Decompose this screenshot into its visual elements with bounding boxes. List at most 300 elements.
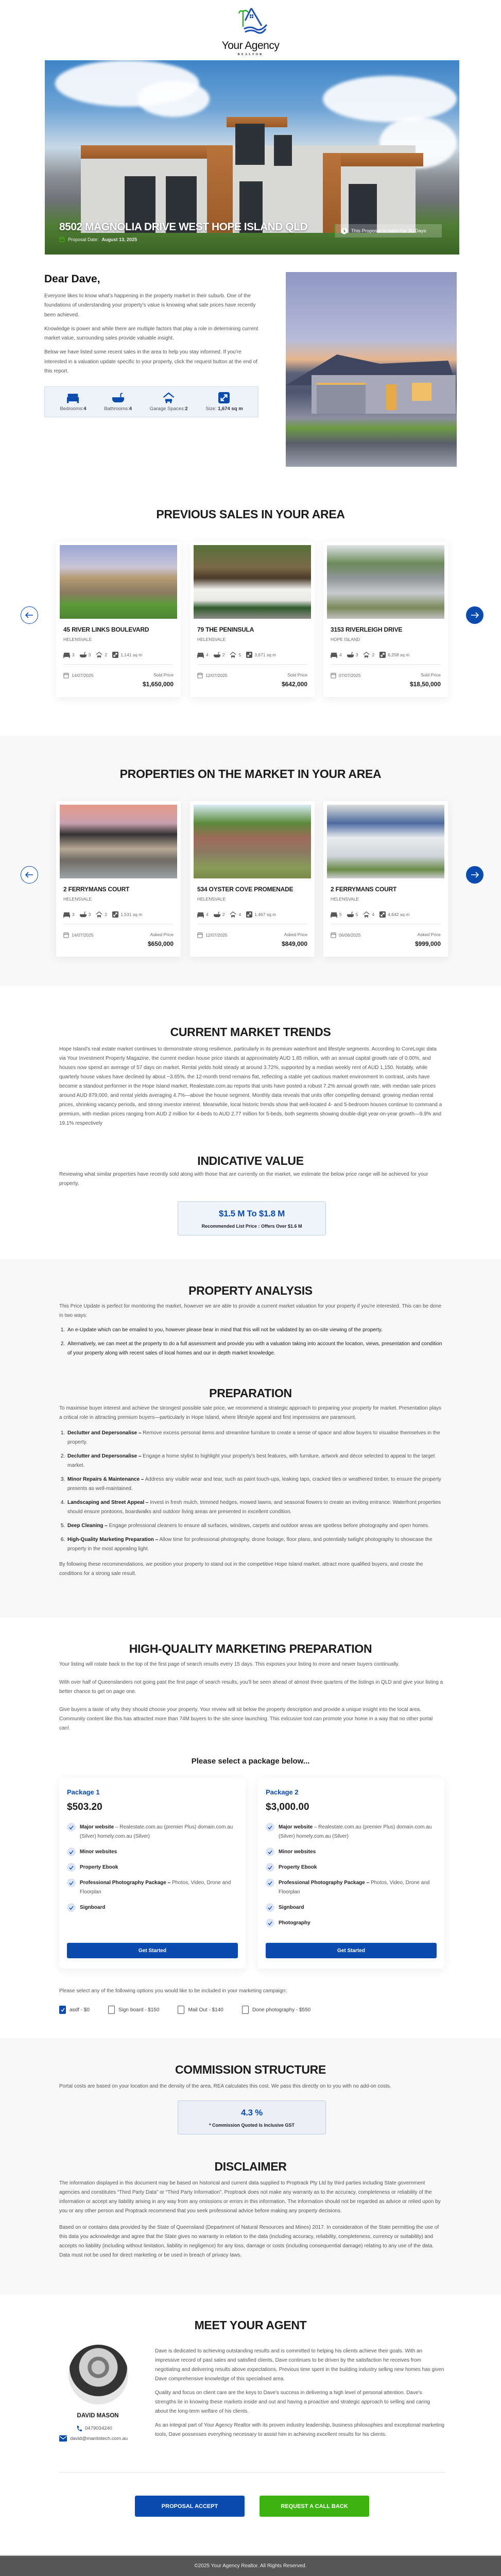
package-feature	[266, 1878, 436, 1897]
property-card[interactable]	[190, 541, 315, 697]
card-price: $642,000	[281, 681, 307, 688]
check-icon	[268, 1881, 272, 1885]
card-cars	[363, 911, 374, 918]
price-label: Asked Price	[284, 932, 307, 937]
check-icon	[69, 1850, 74, 1854]
hero-house-photo	[81, 145, 416, 233]
agent-title: MEET YOUR AGENT	[194, 2318, 307, 2332]
preparation-item	[66, 1521, 444, 1531]
card-suburb: HELENSVALE	[197, 637, 226, 642]
preparation-item-body: Invest in fresh mulch, trimmed hedges, mowed lawns, and seasonal flowers to create an inviting entrance. Waterfront properties should ensure pontoons, boardwalks and outdoor living areas are presented in excellent condition.	[67, 1500, 441, 1515]
greeting: Dear Dave,	[44, 273, 100, 285]
date-value: 07/07/2025	[339, 673, 361, 678]
card-divider	[197, 664, 307, 665]
size-value: 1,141 sq m	[120, 652, 143, 657]
hero-banner	[45, 60, 459, 255]
card-features	[63, 652, 142, 658]
preparation-item-head: High-Quality Marketing Preparation –	[67, 1537, 159, 1543]
card-baths	[80, 652, 91, 658]
card-date	[63, 932, 94, 938]
disclaimer-paragraph: The information displayed in this document may be based on historical and current data supplied to Proptrack Pty Ltd by third parties including State government agencies and constitutes “Third Party Data” or “Third Party Information”. Proptrack does not make any warranty as to the accuracy, completeness or reliability of the information or accept any liability arising in any way from any omissions or errors in this information. The information should not be regarded as advice or relied upon by you or any other person and Proptrack recommend that you seek professional advice before making any property decisions.	[59, 2180, 441, 2214]
clock-icon	[341, 228, 348, 234]
calendar-icon	[59, 236, 65, 242]
garage-icon	[96, 652, 102, 658]
date-value: 14/07/2025	[72, 933, 94, 938]
agency-logo	[0, 5, 501, 56]
option-label: Mail Out - $140	[188, 2007, 223, 2013]
marketing-options	[59, 2006, 310, 2014]
preparation-item-body: Address any visible wear and tear, such as paint touch-ups, leaking taps, cracked tiles or weathered timber, to ensure the property presents as well-maintained.	[67, 1477, 441, 1492]
card-date	[63, 672, 94, 679]
validity-text: This Proposal Is Valid For 30 Days	[351, 228, 426, 234]
size-icon	[112, 652, 118, 658]
stat-value: 2	[185, 406, 188, 412]
beds-value: 4	[206, 652, 209, 657]
card-cars	[96, 911, 107, 918]
card-address: 45 RIVER LINKS BOULEVARD	[63, 626, 149, 633]
package-name: Package 1	[67, 1788, 100, 1796]
agent-email-address: david@mantistech.com.au	[70, 2435, 128, 2442]
card-size	[379, 911, 409, 918]
size-value: 3,671 sq m	[254, 652, 277, 657]
preparation-item	[66, 1429, 444, 1447]
baths-value: 2	[222, 652, 225, 657]
card-suburb: HELENSVALE	[331, 896, 359, 902]
checkbox[interactable]	[178, 2006, 184, 2014]
package-price: $503.20	[67, 1802, 102, 1812]
package-card	[59, 1778, 246, 1969]
card-size	[246, 652, 276, 658]
property-photo	[327, 805, 444, 878]
stat-label: Bathrooms:	[104, 406, 129, 412]
logo-name: Your Agency	[221, 40, 280, 52]
stat-value: 1,674 sq m	[218, 406, 243, 412]
feature-head: Major website	[279, 1824, 313, 1830]
marketing-paragraph: Give buyers a taste of why they should choose your property. Your review will sit below the property description and provide a unique insight into the local area. Community content like this has attracted more than 74M buyers to the site since launching. This exlcusive tool can promote your home in a way that no other portal can!.	[59, 1707, 433, 1731]
card-suburb: HELENSVALE	[63, 637, 92, 642]
package-feature	[266, 1903, 436, 1912]
preparation-item-head: Minor Repairs & Maintenance –	[67, 1477, 144, 1482]
property-photo	[194, 805, 311, 878]
package-features	[266, 1823, 436, 1934]
preparation-item-head: Landscaping and Street Appeal –	[67, 1500, 149, 1505]
bath-icon	[214, 911, 220, 918]
recommended-price: Recommended List Price : Offers Over $1.6 M	[201, 1224, 302, 1229]
garage-icon	[230, 911, 236, 918]
proposal-accept-button[interactable]: PROPOSAL ACCEPT	[135, 2496, 245, 2517]
market-trends-text: Hope Island's real estate market continues to demonstrate strong resilience, particularly in its premium waterfront and lifestyle segments. According to CoreLogic data via Your Investment Property Magazine, the current median house price stands at approximately AUD 1.85 million, with an annual capital growth rate of 0.00%, and houses now spend an average of 57 days on market. Rental yields hold steady at around 3.72%, supported by a median weekly rent of AUD 1,150. Notably, while quarterly house values have declined by about −3.65%, the 12-month trend remains flat, reflecting a stable yet cautious market environment In contrast, units have become a standout performer in the Hope Island market. Realestate.com.au reports that units have posted a robust 7.2% annual growth rate, with median sale prices around AUD 879,000, and rental yields averaging 4.7%—above the house segment. Monthly data reveals that units offer compelling demand: growing median rental prices, shrinking vacancy periods, and strong investor interest. Meanwhile, local historic trends show that well-located 4- and 5-bedroom houses continue to command a premium, with median prices ranging from AUD 2 million for 4-beds to AUD 2.77 million for 5-beds, both segments showing double-digit year-on-year growth—9.9% and 19.1% respectively	[59, 1046, 442, 1126]
intro-text	[44, 292, 262, 381]
feature-head: Signboard	[279, 1905, 304, 1910]
package-feature	[266, 1848, 436, 1857]
check-icon	[69, 1906, 74, 1910]
check-icon	[268, 1866, 272, 1870]
checkbox[interactable]	[59, 2006, 66, 2014]
card-divider	[331, 664, 441, 665]
on-market-prev-button[interactable]	[21, 866, 38, 884]
market-trends-title: CURRENT MARKET TRENDS	[170, 1025, 331, 1039]
feature-head: Property Ebook	[80, 1865, 118, 1870]
calendar-icon	[63, 672, 69, 679]
cars-value: 4	[372, 912, 375, 917]
commission-rate: 4.3 %	[241, 2108, 263, 2117]
property-photo	[327, 545, 444, 619]
property-card[interactable]	[190, 801, 315, 957]
check-icon	[268, 1825, 272, 1829]
card-features	[197, 911, 276, 918]
property-photo	[60, 805, 177, 878]
card-beds	[197, 912, 209, 918]
size-icon	[112, 911, 118, 918]
feature-body: Photos, Video, Drone and Floorplan	[80, 1880, 231, 1895]
card-divider	[63, 664, 174, 665]
proposal-date-value: August 13, 2025	[101, 236, 137, 242]
bath-icon	[112, 392, 124, 403]
bed-icon	[197, 912, 204, 918]
feature-body: – Realestate.com.au (premier Plus) domain.com.au (Silver) homely.com.au (Silver)	[80, 1824, 233, 1839]
commission-text: Portal costs are based on your location and the density of the area, REA calculates this cost. We pass this directly on to you with no add-on costs.	[59, 2083, 391, 2089]
card-cars	[96, 652, 107, 658]
garage-icon	[230, 652, 236, 658]
feature-body: Photos, Video, Drone and Floorplan	[279, 1880, 430, 1895]
card-date	[331, 672, 361, 679]
commission-note: * Commission Quoted Is Inclusive GST	[209, 2123, 295, 2128]
stat-value: 4	[129, 406, 132, 412]
stat-label: Bedrooms:	[60, 405, 84, 412]
card-beds	[63, 912, 75, 918]
intro-paragraph: Everyone likes to know what's happening in the property market in their suburb. One of the foundations of understanding your property's value is knowing what sale prices have recently been achieved.	[44, 293, 256, 318]
property-card[interactable]	[323, 541, 448, 697]
bath-icon	[347, 911, 354, 918]
preparation-item-body: Allow time for professional photography, drone footage, floor plans, and potentially twilight photography to showcase the property in the most appealing light.	[67, 1537, 433, 1552]
stat-label: Garage Spaces:	[149, 406, 185, 412]
previous-sales-next-button[interactable]	[466, 606, 483, 624]
card-features	[331, 652, 409, 658]
stat-size	[205, 392, 243, 412]
package-feature	[266, 1863, 436, 1872]
preparation-item	[66, 1498, 444, 1517]
bed-icon	[331, 652, 337, 658]
property-stats	[44, 386, 258, 417]
preparation-item-body: Engage professional cleaners to ensure all surfaces, windows, carpets and outdoor areas are spotless before photography and open homes.	[107, 1523, 429, 1529]
price-range: $1.5 M To $1.8 M	[218, 1209, 285, 1218]
card-price: $1,650,000	[142, 681, 174, 688]
calendar-icon	[63, 932, 69, 938]
property-card[interactable]	[56, 801, 181, 957]
card-features	[197, 652, 276, 658]
card-address: 79 THE PENINSULA	[197, 626, 254, 633]
property-card[interactable]	[56, 541, 181, 697]
preparation-item-head: Declutter and Depersonalise –	[67, 1453, 142, 1459]
logo-house-icon	[233, 5, 269, 36]
garage-icon	[163, 392, 175, 403]
calendar-icon	[331, 932, 336, 938]
preparation-item	[66, 1475, 444, 1494]
stat-value: 4	[83, 405, 87, 412]
size-icon	[218, 392, 230, 403]
check-icon	[61, 2008, 65, 2012]
proposal-date-label: Proposal Date:	[68, 236, 99, 242]
option-label: Done photography - $550	[252, 2007, 311, 2013]
check-icon	[69, 1866, 74, 1870]
card-baths	[214, 911, 225, 918]
feature-head: Major website	[80, 1824, 114, 1830]
agent-bio: Quality and focus on client care are the keys to Dave's success in delivering a high level of personal attention. Dave's strengths lie in knowing these markets inside and out and having a proactive and strategic approach to selling and caring about the long-term welfare of his clients.	[155, 2390, 430, 2414]
cars-value: 2	[105, 912, 108, 917]
feature-body: – Realestate.com.au (premier Plus) domain.com.au (Silver) homely.com.au (Silver)	[279, 1824, 432, 1839]
package-features	[67, 1823, 237, 1919]
check-icon	[69, 1881, 74, 1885]
beds-value: 3	[72, 652, 75, 657]
beds-value: 4	[339, 652, 342, 657]
option-checkbox[interactable]	[242, 2006, 310, 2014]
beds-value: 5	[339, 912, 342, 917]
preparation-item-body: Engage a home stylist to highlight your property's best features, with furniture, artwork and décor selected to appeal to the target market.	[67, 1453, 435, 1468]
cars-value: 4	[238, 912, 241, 917]
indicative-value-text: Reviewing what similar properties have recently sold along with those that are currently on the market, we estimate the below price range will be achieved for your property.	[59, 1172, 428, 1187]
preparation-intro: To maximise buyer interest and achieve the strongest possible sale price, we recommend a strategic approach to preparing your property for market. Presentation plays a critical role in attracting premium buyers—particularly in Hope Island, where lifestyle appeal and first impressions are paramount.	[59, 1405, 442, 1420]
get-started-button[interactable]: Get Started	[266, 1943, 437, 1958]
package-feature	[266, 1919, 436, 1928]
checkbox[interactable]	[108, 2006, 115, 2014]
card-suburb: HELENSVALE	[63, 896, 92, 902]
check-icon	[69, 1825, 74, 1829]
card-baths	[347, 911, 358, 918]
options-prompt: Please select any of the following options you would like to be included in your marketing campaign:	[59, 1988, 287, 1994]
date-value: 12/07/2025	[205, 933, 228, 938]
package-feature	[67, 1848, 237, 1857]
indicative-value-title: INDICATIVE VALUE	[197, 1154, 304, 1167]
baths-value: 2	[222, 912, 225, 917]
marketing-title: HIGH-QUALITY MARKETING PREPARATION	[129, 1642, 372, 1655]
baths-value: 3	[355, 652, 358, 657]
check-icon	[268, 1921, 272, 1925]
property-photo	[286, 272, 457, 467]
card-date	[331, 932, 361, 938]
phone-icon	[76, 2425, 82, 2432]
bed-icon	[197, 652, 204, 658]
bath-icon	[347, 652, 354, 658]
calendar-icon	[197, 672, 203, 679]
previous-sales-prev-button[interactable]	[21, 606, 38, 624]
bed-icon	[67, 393, 79, 403]
option-label: asdf - $0	[70, 2007, 90, 2013]
mail-icon	[59, 2435, 67, 2442]
bed-icon	[63, 652, 70, 658]
feature-head: Professional Photography Package –	[279, 1880, 370, 1886]
bed-icon	[63, 912, 70, 918]
agent-name: DAVID MASON	[77, 2413, 119, 2419]
property-photo	[194, 545, 311, 619]
package-name: Package 2	[266, 1788, 299, 1796]
agent-phone-number: 0479034240	[85, 2426, 112, 2431]
stat-bed	[60, 393, 86, 412]
cars-value: 2	[105, 652, 108, 657]
divider	[59, 2472, 445, 2473]
intro-paragraph: Knowledge is power and while there are multiple factors that play a role in determining current market value, surrounding sales provide valuable insight.	[44, 326, 258, 342]
get-started-button[interactable]: Get Started	[67, 1943, 238, 1958]
option-checkbox[interactable]	[59, 2006, 90, 2014]
arrow-right-icon	[471, 872, 479, 878]
preparation-outro: By following these recommendations, we position your property to stand out in the competitive Hope Island market, attract more qualified buyers, and create the conditions for a strong sale result.	[59, 1562, 423, 1577]
size-value: 4,642 sq m	[388, 912, 410, 917]
property-address: 8502 MAGNOLIA DRIVE WEST HOPE ISLAND QLD	[59, 221, 308, 233]
footer	[0, 2555, 501, 2576]
logo-subtitle: REALTOR	[237, 53, 264, 56]
card-size	[112, 911, 142, 918]
card-beds	[63, 652, 75, 658]
feature-head: Minor websites	[279, 1849, 316, 1855]
previous-sales-title: PREVIOUS SALES IN YOUR AREA	[156, 507, 345, 521]
price-label: Sold Price	[287, 672, 307, 677]
package-feature	[67, 1878, 237, 1897]
beds-value: 3	[72, 912, 75, 917]
size-value: 1,467 sq m	[254, 912, 277, 917]
option-checkbox[interactable]	[108, 2006, 160, 2014]
request-callback-button[interactable]: REQUEST A CALL BACK	[260, 2496, 369, 2517]
on-market-next-button[interactable]	[466, 866, 483, 884]
intro-paragraph: Below we have listed some recent sales in the area to help you stay informed. If you're interested in a valuation update specific to your property, click the request button at the end of this report.	[44, 349, 257, 375]
option-label: Sign board - $150	[118, 2007, 160, 2013]
agent-avatar	[68, 2345, 128, 2404]
card-beds	[197, 652, 209, 658]
stat-garage	[150, 392, 188, 412]
price-label: Sold Price	[153, 672, 174, 677]
feature-head: Photography	[279, 1920, 310, 1926]
calendar-icon	[197, 932, 203, 938]
arrow-left-icon	[25, 872, 33, 878]
footer-copyright: ©2025 Your Agency Realtor. All Rights Reserved.	[194, 2563, 307, 2569]
bath-icon	[80, 652, 87, 658]
package-card	[258, 1778, 444, 1969]
card-price: $849,000	[281, 940, 307, 947]
disclaimer-title: DISCLAIMER	[214, 2160, 287, 2173]
check-icon	[268, 1850, 272, 1854]
property-analysis-title: PROPERTY ANALYSIS	[188, 1284, 313, 1297]
stat-bath	[104, 392, 132, 412]
agent-bio: Dave is dedicated to achieving outstanding results and is committed to helping his clients achieve their goals. With an impressive record of past sales and satisfied clients, Dave continues to be driven by the satisfaction he receives from negotiating and delivering results above expectations. Previous time spent in the building industry selling new homes has given Dave comprehensive knowledge of this specialised area.	[155, 2348, 444, 2382]
card-price: $650,000	[147, 940, 174, 947]
card-suburb: HELENSVALE	[197, 896, 226, 902]
date-value: 14/07/2025	[72, 673, 94, 678]
card-beds	[331, 912, 342, 918]
garage-icon	[96, 911, 102, 918]
garage-icon	[363, 652, 370, 658]
card-date	[197, 932, 228, 938]
size-icon	[379, 911, 386, 918]
card-suburb: HOPE ISLAND	[331, 637, 360, 642]
bath-icon	[80, 911, 87, 918]
validity-badge	[335, 224, 442, 238]
commission-box	[178, 2100, 326, 2134]
preparation-title: PREPARATION	[209, 1386, 292, 1400]
garage-icon	[363, 911, 370, 918]
package-price: $3,000.00	[266, 1802, 309, 1812]
property-analysis-text: This Price Update is perfect for monitoring the market, however we are able to provide a current market valuation for your property if you're interested. This can be done in two ways:	[59, 1303, 442, 1318]
arrow-right-icon	[471, 612, 479, 618]
cars-value: 5	[238, 652, 241, 657]
marketing-paragraph: With over half of Queenslanders not going past the first page of search results, you'll be seen ahead of almost three quarters of the listings in QLD and give your listing a better chance to get on page one.	[59, 1680, 443, 1694]
size-value: 1,531 sq m	[120, 912, 143, 917]
price-label: Asked Price	[417, 932, 441, 937]
preparation-item-body: Remove excess personal items and streamline furniture to create a sense of space and allow buyers to visualise themselves in the property.	[67, 1430, 440, 1445]
preparation-item-head: Deep Cleaning –	[67, 1523, 108, 1529]
analysis-item: 2. Alternatively, we can meet at the property to do a full assessment and provide you with a valuation taking into account the location, views, presentation and condition of your property along with recent sales of local homes and our in depth market knowledge.	[66, 1340, 444, 1358]
card-size	[379, 652, 409, 658]
option-checkbox[interactable]	[178, 2006, 223, 2014]
card-address: 2 FERRYMANS COURT	[63, 886, 130, 893]
card-price: $999,000	[414, 940, 441, 947]
baths-value: 3	[88, 912, 91, 917]
package-feature	[67, 1903, 237, 1912]
agent-bio: As an integral part of Your Agency Realtor with its proven industry leadership, business philosophies and exceptional marketing tools, Dave possesses everything necessary to assist him in achieving excellent results for his clients.	[155, 2422, 444, 2437]
checkbox[interactable]	[242, 2006, 249, 2014]
package-feature	[67, 1823, 237, 1841]
beds-value: 4	[206, 912, 209, 917]
price-label: Asked Price	[150, 932, 174, 937]
preparation-item-head: Declutter and Depersonalise –	[67, 1430, 142, 1436]
preparation-item	[66, 1535, 444, 1554]
disclaimer-paragraph: Based on or contains data provided by the State of Queensland (Department of Natural Resources and Mines) 2017. In consideration of the State permitting the use of this data you acknowledge and agree that the State gives no warranty in relation to the data (including accuracy, reliability, completeness, currency or suitability) and accepts no liability (including without limitation, liability in negligence) for any loss, damage or costs (including consequential damage) relating to any use of the data. Data must not be used for direct marketing or be used in breach of privacy laws.	[59, 2225, 439, 2258]
card-date	[197, 672, 228, 679]
property-card[interactable]	[323, 801, 448, 957]
on-market-title: PROPERTIES ON THE MARKET IN YOUR AREA	[119, 767, 382, 781]
size-value: 6,258 sq m	[388, 652, 410, 657]
stat-label: Size:	[205, 406, 218, 412]
preparation-item	[66, 1452, 444, 1470]
bed-icon	[331, 912, 337, 918]
check-icon	[268, 1906, 272, 1910]
package-select-heading: Please select a package below...	[191, 1757, 310, 1766]
baths-value: 3	[88, 652, 91, 657]
card-beds	[331, 652, 342, 658]
preparation-list	[66, 1429, 444, 1554]
card-price: $18,50,000	[409, 681, 441, 688]
card-features	[331, 911, 409, 918]
package-feature	[266, 1823, 436, 1841]
price-label: Sold Price	[421, 672, 441, 677]
card-baths	[347, 652, 358, 658]
commission-title: COMMISSION STRUCTURE	[175, 2063, 326, 2076]
bath-icon	[214, 652, 220, 658]
size-icon	[246, 911, 252, 918]
card-size	[112, 652, 142, 658]
agent-phone[interactable]	[76, 2425, 112, 2432]
card-cars	[363, 652, 374, 658]
size-icon	[246, 652, 252, 658]
card-address: 2 FERRYMANS COURT	[331, 886, 397, 893]
card-features	[63, 911, 142, 918]
card-cars	[230, 652, 241, 658]
card-address: 534 OYSTER COVE PROMENADE	[197, 886, 293, 893]
analysis-list	[66, 1326, 444, 1358]
arrow-left-icon	[25, 612, 33, 618]
card-baths	[80, 911, 91, 918]
baths-value: 5	[355, 912, 358, 917]
marketing-paragraph: Your listing will rotate back to the top of the first page of search results every 15 days. This exposes your listing to more and newer buyers continually.	[59, 1662, 400, 1667]
card-address: 3153 RIVERLEIGH DRIVE	[331, 626, 403, 633]
card-baths	[214, 652, 225, 658]
cars-value: 2	[372, 652, 375, 657]
card-size	[246, 911, 276, 918]
card-cars	[230, 911, 241, 918]
proposal-date	[59, 236, 137, 242]
property-photo	[60, 545, 177, 619]
size-icon	[379, 652, 386, 658]
agent-email[interactable]	[59, 2435, 128, 2442]
feature-head: Minor websites	[80, 1849, 117, 1855]
package-feature	[67, 1863, 237, 1872]
